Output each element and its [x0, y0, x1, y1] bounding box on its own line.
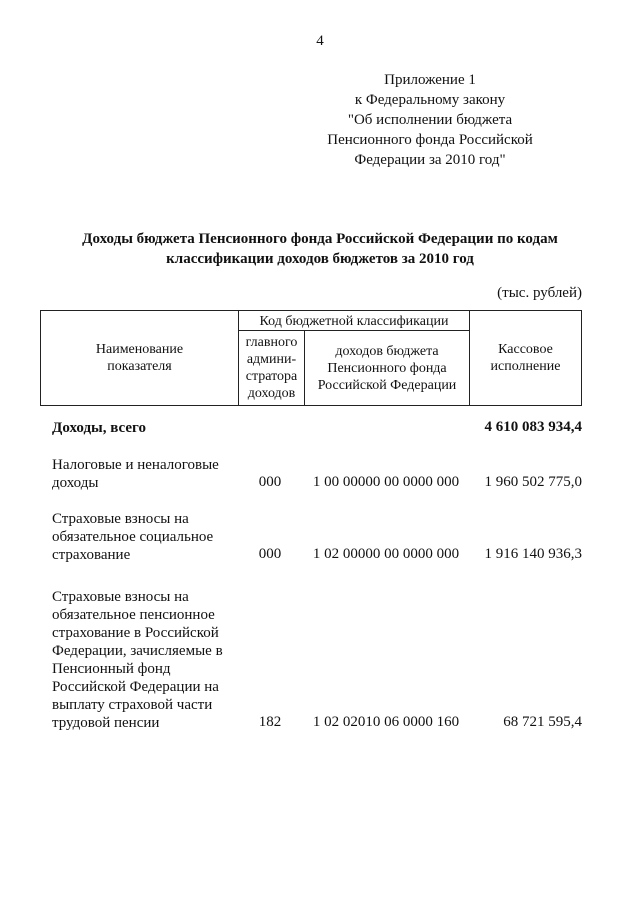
row-name: Страховые взносы на обязательное пенсионное страхование в Российской Федерации, зачисляемые в Пенсионный фонд Российской Федерации на выплату страховой части трудовой пенсии: [52, 589, 223, 731]
header-execution: Кассовое исполнение: [490, 342, 561, 374]
units-label: (тыс. рублей): [497, 285, 582, 301]
row-name: Доходы, всего: [52, 420, 146, 436]
document-title: [40, 229, 600, 269]
appendix-line: Федерации за 2010 год": [354, 152, 506, 168]
row-admin-code: 182: [258, 714, 282, 730]
header-classification: Код бюджетной классификации: [259, 313, 449, 329]
row-income-code: 1 02 00000 00 0000 000: [312, 546, 460, 562]
header-admin: главного админи- стратора доходов: [245, 335, 298, 401]
row-amount: 4 610 083 934,4: [484, 419, 582, 435]
row-amount: 1 916 140 936,3: [484, 546, 582, 562]
appendix-reference: [300, 70, 560, 170]
row-admin-code: 000: [258, 546, 282, 562]
title-line: классификации доходов бюджетов за 2010 год: [166, 251, 474, 267]
appendix-line: Пенсионного фонда Российской: [327, 132, 533, 148]
table-header: [40, 310, 582, 406]
row-income-code: 1 00 00000 00 0000 000: [312, 474, 460, 490]
row-amount: 1 960 502 775,0: [484, 474, 582, 490]
row-amount: 68 721 595,4: [503, 714, 582, 730]
page-number: 4: [316, 33, 324, 49]
title-line: Доходы бюджета Пенсионного фонда Российской Федерации по кодам: [82, 231, 558, 247]
appendix-line: к Федеральному закону: [354, 92, 506, 108]
appendix-line: "Об исполнении бюджета: [347, 112, 513, 128]
row-admin-code: 000: [258, 474, 282, 490]
row-income-code: 1 02 02010 06 0000 160: [312, 714, 460, 730]
header-name: Наименование показателя: [95, 342, 184, 374]
header-income-code: доходов бюджета Пенсионного фонда Российской Федерации: [317, 343, 457, 393]
row-name: Налоговые и неналоговые доходы: [52, 457, 219, 491]
appendix-line: Приложение 1: [384, 72, 476, 88]
row-name: Страховые взносы на обязательное социальное страхование: [52, 511, 214, 563]
